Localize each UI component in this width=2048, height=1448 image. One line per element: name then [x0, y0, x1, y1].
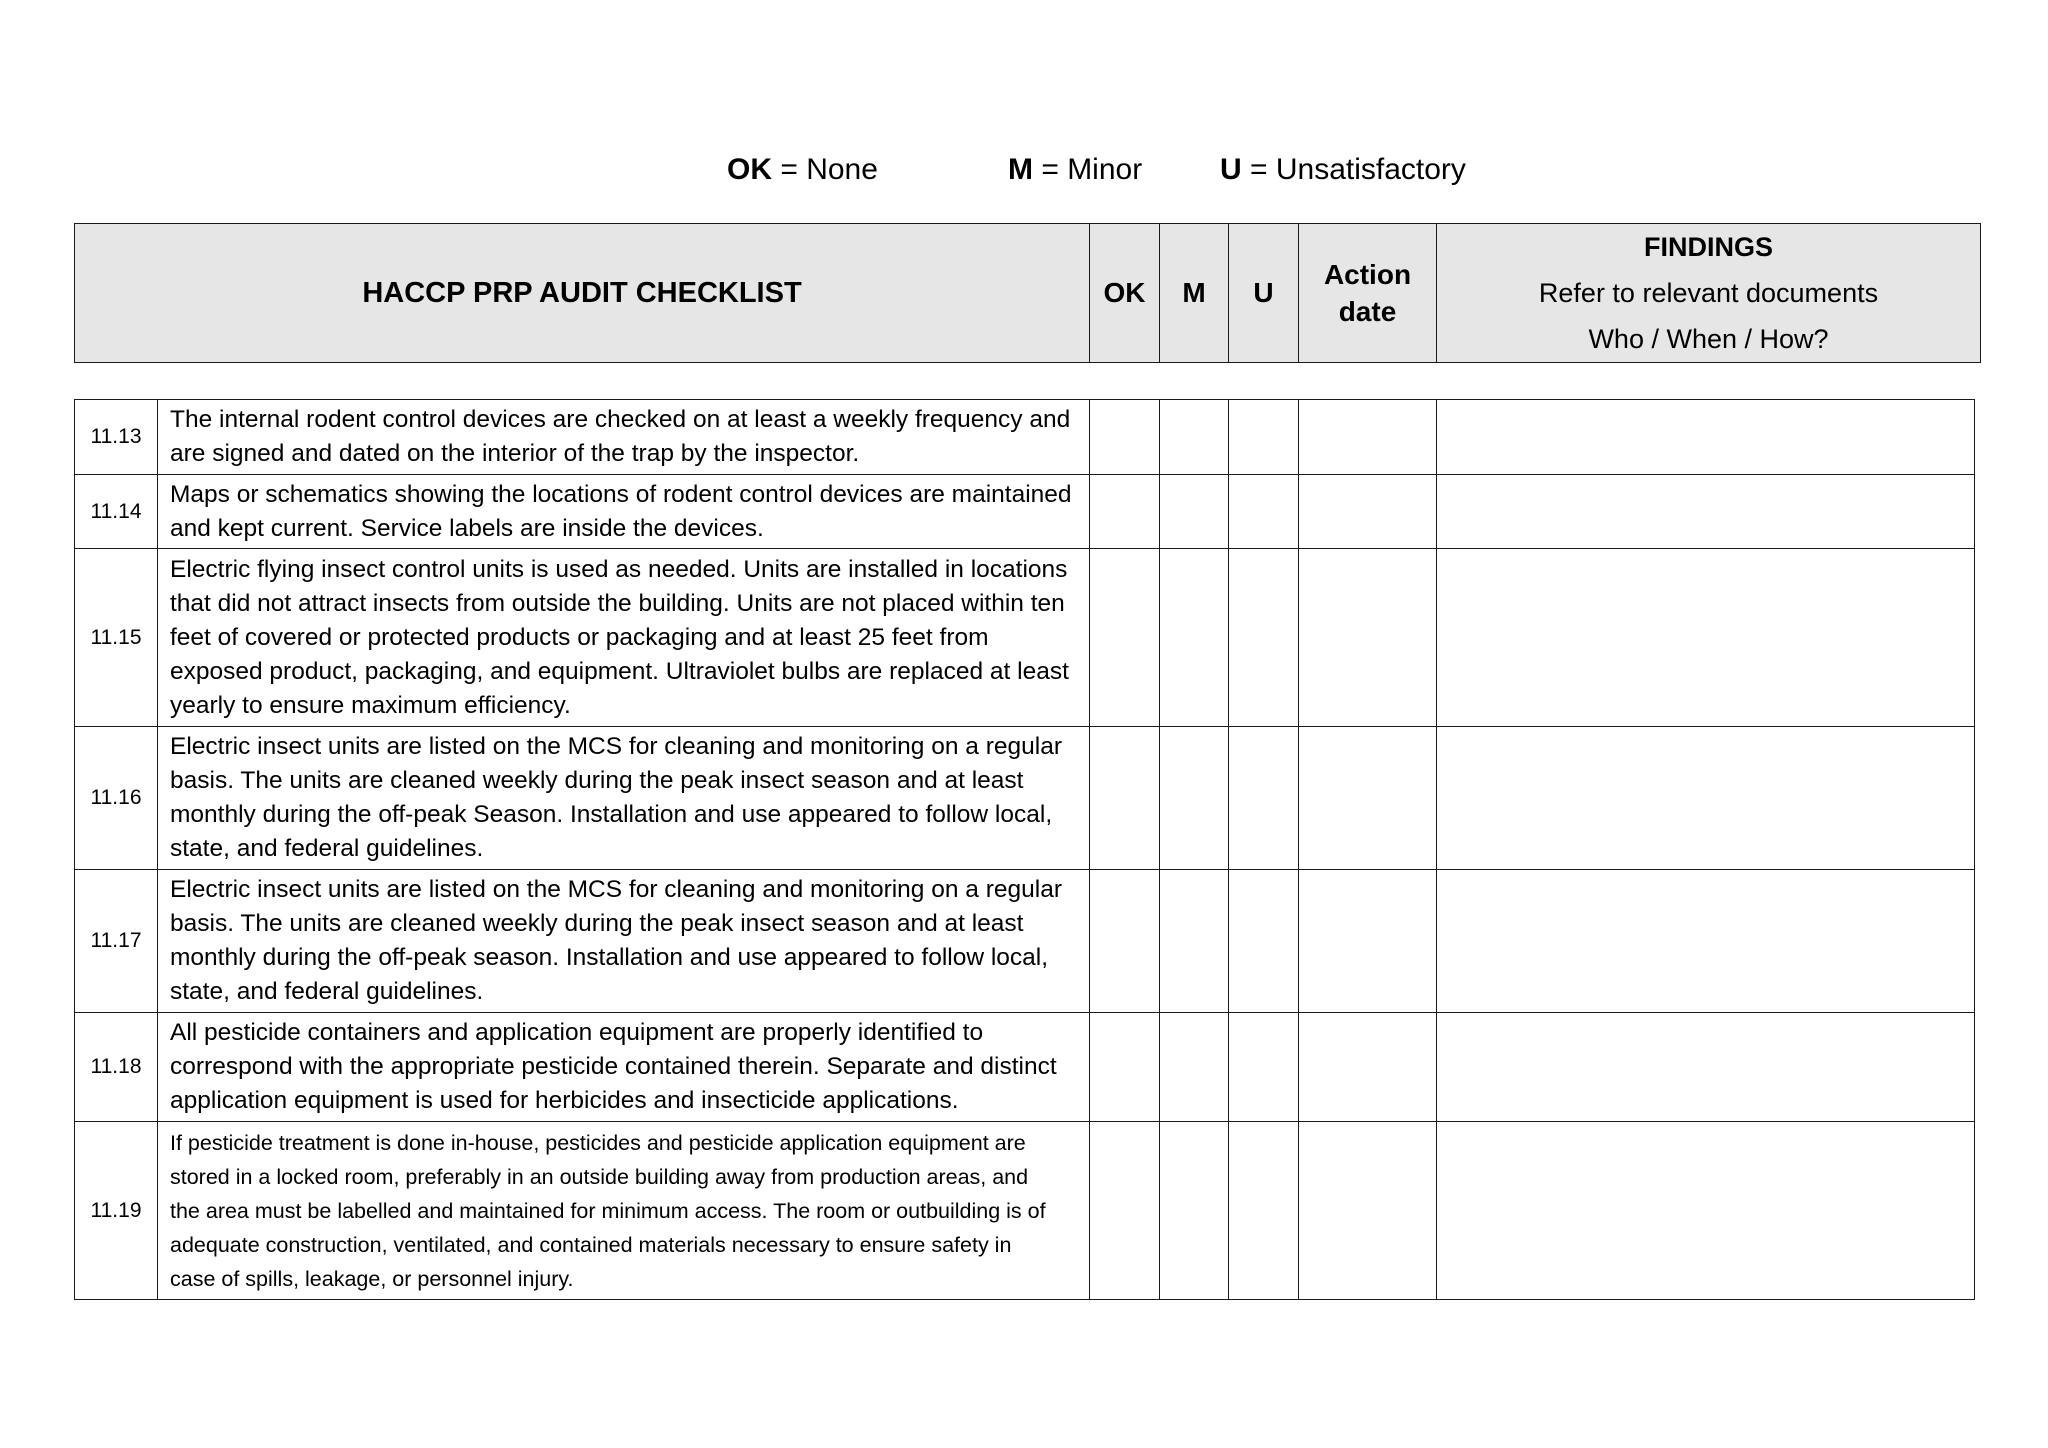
checklist-row-11-15: [75, 549, 1975, 727]
header-row: [75, 224, 1981, 363]
action-date-cell[interactable]: [1299, 1122, 1437, 1300]
description-line: the area must be labelled and maintained for minimum access. The room or outbuilding is of: [170, 1198, 1046, 1223]
rating-legend: [0, 153, 2048, 197]
description-line: yearly to ensure maximum efficiency.: [170, 691, 571, 719]
findings-who-when-how: Who / When / How?: [1588, 324, 1829, 354]
header-findings: [1437, 224, 1981, 363]
checklist-row-11-14: [75, 475, 1975, 549]
findings-cell[interactable]: [1437, 549, 1975, 727]
description-line: application equipment is used for herbicides and insecticide applications.: [170, 1087, 959, 1114]
findings-title: FINDINGS: [1643, 232, 1773, 262]
description-line: All pesticide containers and application equipment are properly identified to: [170, 1019, 984, 1046]
item-description: [158, 400, 1090, 475]
ok-cell[interactable]: [1090, 727, 1160, 870]
item-description: [158, 549, 1090, 727]
description-line: basis. The units are cleaned weekly during the peak insect season and at least: [170, 910, 1024, 937]
description-line: Electric flying insect control units is used as needed. Units are installed in locations: [170, 555, 1068, 583]
checklist-items-table: [74, 399, 1975, 1300]
unsatisfactory-cell[interactable]: [1229, 1122, 1299, 1300]
header-ok: OK: [1090, 224, 1160, 363]
item-number: 11.13: [75, 400, 158, 475]
item-description: [158, 870, 1090, 1013]
findings-cell[interactable]: [1437, 870, 1975, 1013]
description-line: adequate construction, ventilated, and contained materials necessary to ensure safety in: [170, 1232, 1012, 1257]
ok-cell[interactable]: [1090, 870, 1160, 1013]
header-action-date: [1299, 224, 1437, 363]
action-date-cell[interactable]: [1299, 549, 1437, 727]
ok-cell[interactable]: [1090, 1122, 1160, 1300]
unsatisfactory-cell[interactable]: [1229, 549, 1299, 727]
item-number: 11.19: [75, 1122, 158, 1300]
description-line: correspond with the appropriate pesticide contained therein. Separate and distinct: [170, 1053, 1057, 1080]
legend-unsatisfactory: [1220, 153, 1466, 187]
header-action-line2: date: [1338, 296, 1397, 327]
item-number: 11.15: [75, 549, 158, 727]
minor-cell[interactable]: [1160, 475, 1229, 549]
description-line: Maps or schematics showing the locations of rodent control devices are maintained: [170, 480, 1072, 508]
description-line: monthly during the off-peak season. Installation and use appeared to follow local,: [170, 944, 1049, 971]
action-date-cell[interactable]: [1299, 475, 1437, 549]
action-date-cell[interactable]: [1299, 400, 1437, 475]
item-number: 11.18: [75, 1013, 158, 1122]
item-number: 11.16: [75, 727, 158, 870]
checklist-title: HACCP PRP AUDIT CHECKLIST: [75, 224, 1090, 363]
unsatisfactory-cell[interactable]: [1229, 1013, 1299, 1122]
item-description: [158, 1122, 1090, 1300]
checklist-row-11-17: [75, 870, 1975, 1013]
findings-cell[interactable]: [1437, 400, 1975, 475]
minor-cell[interactable]: [1160, 727, 1229, 870]
action-date-cell[interactable]: [1299, 870, 1437, 1013]
unsatisfactory-cell[interactable]: [1229, 475, 1299, 549]
unsatisfactory-cell[interactable]: [1229, 727, 1299, 870]
findings-cell[interactable]: [1437, 1122, 1975, 1300]
findings-refer: Refer to relevant documents: [1538, 278, 1879, 308]
ok-cell[interactable]: [1090, 475, 1160, 549]
description-line: feet of covered or protected products or packaging and at least 25 feet from: [170, 623, 989, 651]
legend-ok-code: OK: [727, 153, 772, 186]
header-action-line1: Action: [1323, 259, 1412, 290]
ok-cell[interactable]: [1090, 400, 1160, 475]
unsatisfactory-cell[interactable]: [1229, 870, 1299, 1013]
description-line: exposed product, packaging, and equipment. Ultraviolet bulbs are replaced at least: [170, 657, 1069, 685]
findings-cell[interactable]: [1437, 727, 1975, 870]
description-line: case of spills, leakage, or personnel injury.: [170, 1266, 574, 1291]
legend-unsatisfactory-code: U: [1220, 153, 1242, 186]
description-line: and kept current. Service labels are inside the devices.: [170, 514, 764, 542]
header-unsatisfactory: U: [1229, 224, 1299, 363]
minor-cell[interactable]: [1160, 1122, 1229, 1300]
item-description: [158, 727, 1090, 870]
description-line: The internal rodent control devices are checked on at least a weekly frequency and: [170, 406, 1071, 433]
minor-cell[interactable]: [1160, 1013, 1229, 1122]
item-description: [158, 475, 1090, 549]
ok-cell[interactable]: [1090, 549, 1160, 727]
checklist-header-table: [74, 223, 1981, 363]
minor-cell[interactable]: [1160, 549, 1229, 727]
unsatisfactory-cell[interactable]: [1229, 400, 1299, 475]
legend-ok: [727, 153, 878, 187]
description-line: that did not attract insects from outside the building. Units are not placed within ten: [170, 589, 1065, 617]
findings-cell[interactable]: [1437, 1013, 1975, 1122]
checklist-row-11-13: [75, 400, 1975, 475]
minor-cell[interactable]: [1160, 870, 1229, 1013]
description-line: stored in a locked room, preferably in an outside building away from production areas, and: [170, 1164, 1029, 1189]
description-line: monthly during the off-peak Season. Installation and use appeared to follow local,: [170, 801, 1053, 828]
description-line: basis. The units are cleaned weekly during the peak insect season and at least: [170, 767, 1024, 794]
legend-minor-text: = Minor: [1033, 153, 1143, 186]
item-number: 11.14: [75, 475, 158, 549]
description-line: If pesticide treatment is done in-house, pesticides and pesticide application equipment are: [170, 1130, 1026, 1155]
legend-minor: [1008, 153, 1142, 187]
minor-cell[interactable]: [1160, 400, 1229, 475]
legend-unsatisfactory-text: = Unsatisfactory: [1241, 153, 1466, 186]
checklist-row-11-19: [75, 1122, 1975, 1300]
findings-cell[interactable]: [1437, 475, 1975, 549]
item-description: [158, 1013, 1090, 1122]
header-minor: M: [1160, 224, 1229, 363]
description-line: Electric insect units are listed on the MCS for cleaning and monitoring on a regular: [170, 876, 1062, 903]
description-line: are signed and dated on the interior of the trap by the inspector.: [170, 440, 860, 467]
description-line: state, and federal guidelines.: [170, 978, 484, 1005]
legend-minor-code: M: [1008, 153, 1033, 186]
description-line: Electric insect units are listed on the MCS for cleaning and monitoring on a regular: [170, 733, 1062, 760]
checklist-row-11-16: [75, 727, 1975, 870]
action-date-cell[interactable]: [1299, 727, 1437, 870]
item-number: 11.17: [75, 870, 158, 1013]
description-line: state, and federal guidelines.: [170, 835, 484, 862]
ok-cell[interactable]: [1090, 1013, 1160, 1122]
action-date-cell[interactable]: [1299, 1013, 1437, 1122]
checklist-row-11-18: [75, 1013, 1975, 1122]
legend-ok-text: = None: [772, 153, 878, 186]
